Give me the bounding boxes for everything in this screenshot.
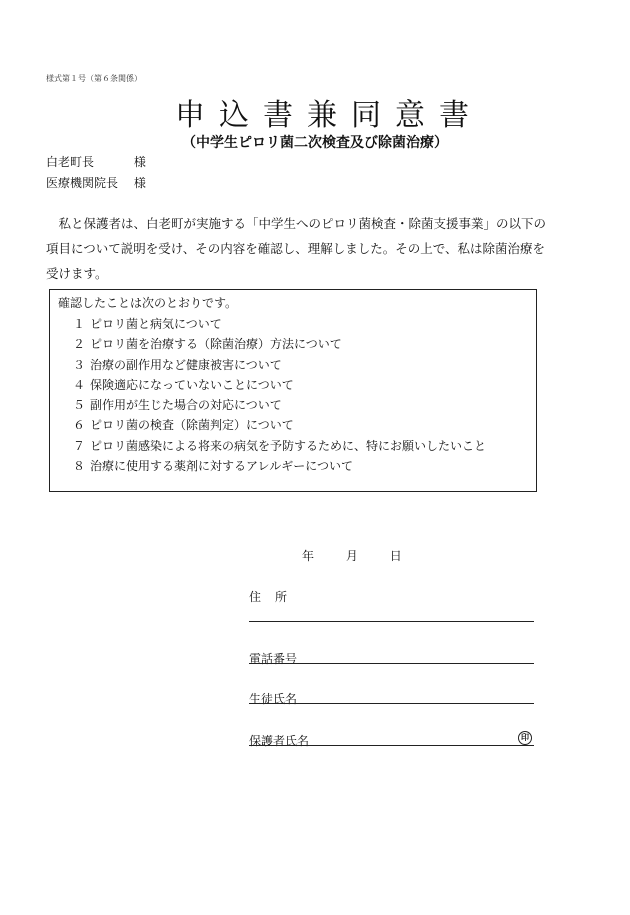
item-number: １ (72, 317, 85, 331)
seal-icon: 印 (518, 731, 532, 745)
address-underline (249, 621, 534, 622)
phone-field[interactable] (249, 650, 534, 666)
date-month: 月 (345, 549, 358, 563)
confirmation-box (49, 289, 537, 492)
addressee-mayor (46, 153, 146, 170)
date-line (302, 547, 402, 564)
guardian-name-label: 保護者氏名 (249, 734, 310, 748)
date-day: 日 (389, 549, 402, 563)
list-item (70, 314, 486, 334)
student-name-underline (249, 703, 534, 704)
item-number: ６ (72, 418, 85, 433)
confirmation-lead: 確認したことは次のとおりです。 (58, 296, 238, 310)
list-item (70, 334, 486, 354)
list-item (70, 436, 486, 456)
student-name-field[interactable] (249, 690, 534, 706)
item-text: 保険適応になっていないことについて (90, 377, 294, 392)
confirmation-list (70, 314, 486, 476)
item-number: ７ (72, 438, 85, 453)
form-number: 様式第１号（第６条関係） (46, 74, 142, 83)
addressee-hospital-director (46, 174, 146, 191)
item-text: 治療の副作用など健康被害について (90, 357, 282, 372)
item-text: 副作用が生じた場合の対応について (90, 398, 282, 413)
list-item (70, 375, 486, 395)
consent-statement: 私と保護者は、白老町が実施する「中学生へのピロリ菌検査・除菌支援事業」の以下の項目について説明を受け、その内容を確認し、理解しました。その上で、私は除菌治療を受けます。 (46, 216, 547, 281)
list-item (70, 355, 486, 375)
addressee-honorific: 様 (133, 176, 146, 190)
item-text: ピロリ菌の検査（除菌判定）について (90, 418, 294, 433)
item-text: 治療に使用する薬剤に対するアレルギーについて (90, 459, 353, 474)
list-item (70, 395, 486, 415)
list-item (70, 456, 486, 476)
date-year: 年 (302, 549, 315, 563)
page-title: 申込書兼同意書 (175, 98, 483, 133)
item-number: ５ (72, 398, 85, 413)
student-name-label: 生徒氏名 (249, 692, 298, 706)
item-number: ３ (72, 357, 85, 372)
addressee-name: 医療機関院長 (46, 176, 119, 190)
phone-underline (249, 663, 534, 664)
item-text: ピロリ菌と病気について (90, 317, 222, 331)
list-item (70, 415, 486, 435)
addressee-honorific: 様 (133, 155, 146, 169)
page-subtitle: （中学生ピロリ菌二次検査及び除菌治療） (182, 135, 448, 151)
address-label: 住所 (249, 590, 302, 604)
item-number: ８ (72, 459, 85, 474)
phone-label: 電話番号 (249, 652, 298, 666)
guardian-name-underline (249, 745, 534, 746)
item-text: ピロリ菌を治療する（除菌治療）方法について (90, 337, 342, 352)
guardian-name-field[interactable] (249, 732, 534, 748)
item-number: ４ (72, 377, 85, 392)
item-number: ２ (72, 337, 85, 352)
address-field[interactable] (249, 588, 534, 624)
item-text: ピロリ菌感染による将来の病気を予防するために、特にお願いしたいこと (90, 438, 487, 453)
addressee-name: 白老町長 (46, 155, 95, 169)
